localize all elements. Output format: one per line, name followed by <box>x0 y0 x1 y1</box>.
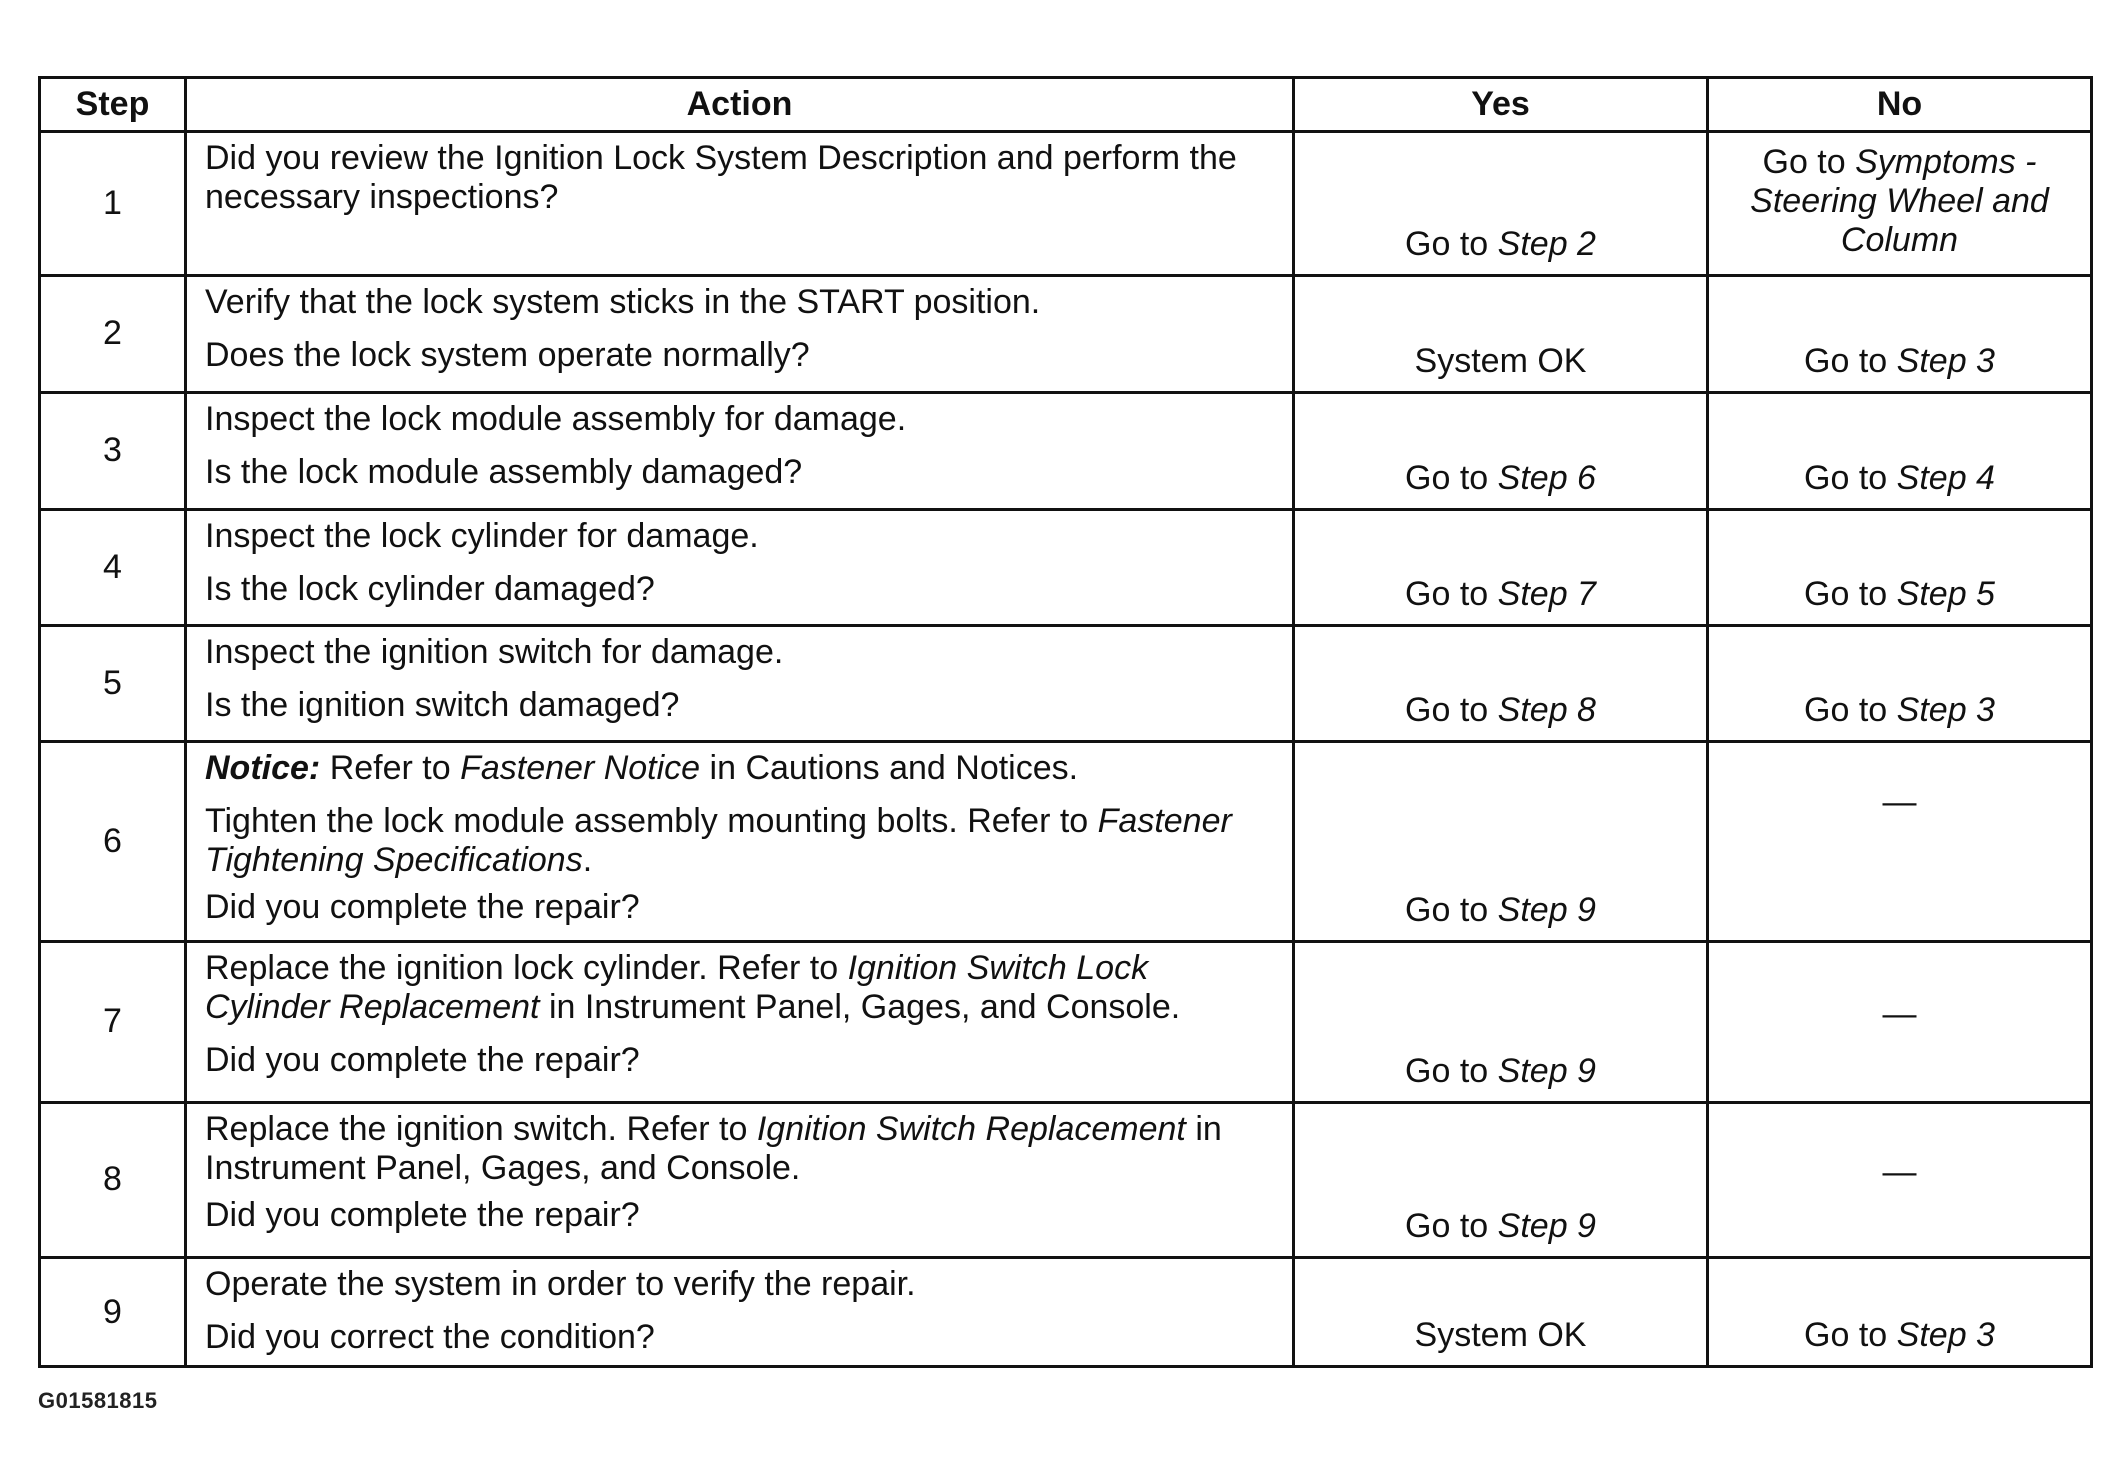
no-action-dash: — <box>1882 995 1917 1034</box>
symptoms-reference: Symptoms - Steering Wheel and Column <box>1750 143 2049 260</box>
table-row <box>40 393 2092 510</box>
step-reference: Step 3 <box>1896 690 1995 729</box>
go-to-text: Go to <box>1405 574 1489 613</box>
action-cell <box>186 276 1294 393</box>
action-instruction: Inspect the lock cylinder for damage. <box>205 517 759 555</box>
yes-cell <box>1294 742 1708 942</box>
no-cell <box>1708 1258 2092 1367</box>
step-reference: Step 2 <box>1497 224 1596 263</box>
step-reference: Step 3 <box>1896 341 1995 380</box>
action-question: Did you complete the repair? <box>205 1196 640 1235</box>
action-text: Did you review the Ignition Lock System Description and perform the necessary inspections? <box>205 139 1237 217</box>
table-row <box>40 626 2092 742</box>
switch-replacement-reference: Ignition Switch Replacement <box>756 1110 1186 1148</box>
notice-line <box>205 749 1274 788</box>
step-reference: Step 5 <box>1896 574 1995 613</box>
no-action-dash: — <box>1882 1153 1917 1192</box>
no-cell <box>1708 626 2092 742</box>
step-number: 3 <box>40 393 186 510</box>
table-row <box>40 276 2092 393</box>
no-cell <box>1708 393 2092 510</box>
table-row <box>40 742 2092 942</box>
action-instruction: Verify that the lock system sticks in the START position. <box>205 283 1041 321</box>
go-to-text: Go to <box>1804 458 1888 497</box>
step-reference: Step 8 <box>1497 690 1596 729</box>
action-cell <box>186 942 1294 1103</box>
go-to-text: Go to <box>1804 1316 1888 1355</box>
action-instruction <box>205 802 1274 880</box>
instruction-text: Tighten the lock module assembly mounting bolts. Refer to <box>205 802 1089 841</box>
go-to-text: Go to <box>1762 143 1846 181</box>
step-number: 9 <box>40 1258 186 1367</box>
no-cell <box>1708 942 2092 1103</box>
step-reference: Step 7 <box>1497 574 1596 613</box>
action-cell <box>186 626 1294 742</box>
go-to-text: Go to <box>1405 458 1489 497</box>
step-number: 7 <box>40 942 186 1103</box>
action-instruction <box>205 1110 1274 1188</box>
step-reference: Step 9 <box>1497 1051 1596 1090</box>
action-cell <box>186 742 1294 942</box>
yes-cell <box>1294 510 1708 626</box>
header-row <box>40 78 2092 132</box>
go-to-text: Go to <box>1405 224 1489 263</box>
notice-text: in Cautions and Notices. <box>709 749 1079 787</box>
action-instruction: Inspect the ignition switch for damage. <box>205 633 784 671</box>
action-question: Did you correct the condition? <box>205 1318 655 1357</box>
step-number: 5 <box>40 626 186 742</box>
diagnostic-table <box>38 76 2093 1368</box>
step-reference: Step 9 <box>1497 1206 1596 1245</box>
yes-cell <box>1294 626 1708 742</box>
action-cell <box>186 1258 1294 1367</box>
instruction-text: Replace the ignition switch. Refer to <box>205 1110 748 1148</box>
action-cell <box>186 510 1294 626</box>
no-cell <box>1708 132 2092 276</box>
step-reference: Step 6 <box>1497 458 1596 497</box>
fastener-specs-reference: Fastener Tightening Specifications <box>205 802 1232 880</box>
no-cell <box>1708 742 2092 942</box>
header-yes: Yes <box>1294 78 1708 132</box>
action-question: Does the lock system operate normally? <box>205 336 810 375</box>
yes-cell: System OK <box>1294 1258 1708 1367</box>
action-cell <box>186 132 1294 276</box>
step-number: 4 <box>40 510 186 626</box>
table-row <box>40 132 2092 276</box>
header-step: Step <box>40 78 186 132</box>
instruction-text: in Instrument Panel, Gages, and Console. <box>548 988 1181 1027</box>
fastener-notice-reference: Fastener Notice <box>460 749 701 787</box>
action-question: Is the ignition switch damaged? <box>205 686 680 725</box>
action-instruction: Operate the system in order to verify the repair. <box>205 1265 916 1303</box>
action-instruction <box>205 949 1274 1027</box>
header-action: Action <box>186 78 1294 132</box>
action-question: Is the lock module assembly damaged? <box>205 453 803 492</box>
go-to-text: Go to <box>1405 1206 1489 1245</box>
yes-cell <box>1294 942 1708 1103</box>
yes-cell: System OK <box>1294 276 1708 393</box>
yes-cell <box>1294 132 1708 276</box>
no-cell <box>1708 276 2092 393</box>
instruction-text: Replace the ignition lock cylinder. Refer to <box>205 949 839 987</box>
table-row <box>40 942 2092 1103</box>
go-to-text: Go to <box>1804 574 1888 613</box>
step-number: 2 <box>40 276 186 393</box>
action-instruction: Inspect the lock module assembly for damage. <box>205 400 907 438</box>
action-cell <box>186 393 1294 510</box>
action-cell <box>186 1103 1294 1258</box>
step-reference: Step 4 <box>1896 458 1995 497</box>
yes-cell <box>1294 1103 1708 1258</box>
step-reference: Step 9 <box>1497 890 1596 929</box>
step-reference: Step 3 <box>1896 1316 1995 1355</box>
table-row <box>40 1258 2092 1367</box>
step-number: 1 <box>40 132 186 276</box>
no-action-dash: — <box>1882 783 1917 821</box>
notice-label: Notice: <box>205 749 321 787</box>
header-no: No <box>1708 78 2092 132</box>
table-row <box>40 510 2092 626</box>
diagnostic-table-wrapper <box>38 76 2090 1368</box>
figure-id: G01581815 <box>38 1388 158 1413</box>
instruction-text: in Instrument Panel, Gages, and Console. <box>205 1110 1222 1188</box>
go-to-text: Go to <box>1804 690 1888 729</box>
go-to-text: Go to <box>1405 690 1489 729</box>
no-cell <box>1708 1103 2092 1258</box>
step-number: 8 <box>40 1103 186 1258</box>
action-question: Did you complete the repair? <box>205 888 640 927</box>
action-question: Is the lock cylinder damaged? <box>205 570 655 609</box>
notice-text: Refer to <box>329 749 451 787</box>
go-to-text: Go to <box>1405 1051 1489 1090</box>
go-to-text: Go to <box>1804 341 1888 380</box>
instruction-text: . <box>582 841 593 880</box>
step-number: 6 <box>40 742 186 942</box>
no-cell <box>1708 510 2092 626</box>
table-row <box>40 1103 2092 1258</box>
yes-cell <box>1294 393 1708 510</box>
action-question: Did you complete the repair? <box>205 1041 640 1080</box>
go-to-text: Go to <box>1405 890 1489 929</box>
lock-cylinder-replacement-reference: Ignition Switch Lock Cylinder Replacement <box>205 949 1149 1027</box>
